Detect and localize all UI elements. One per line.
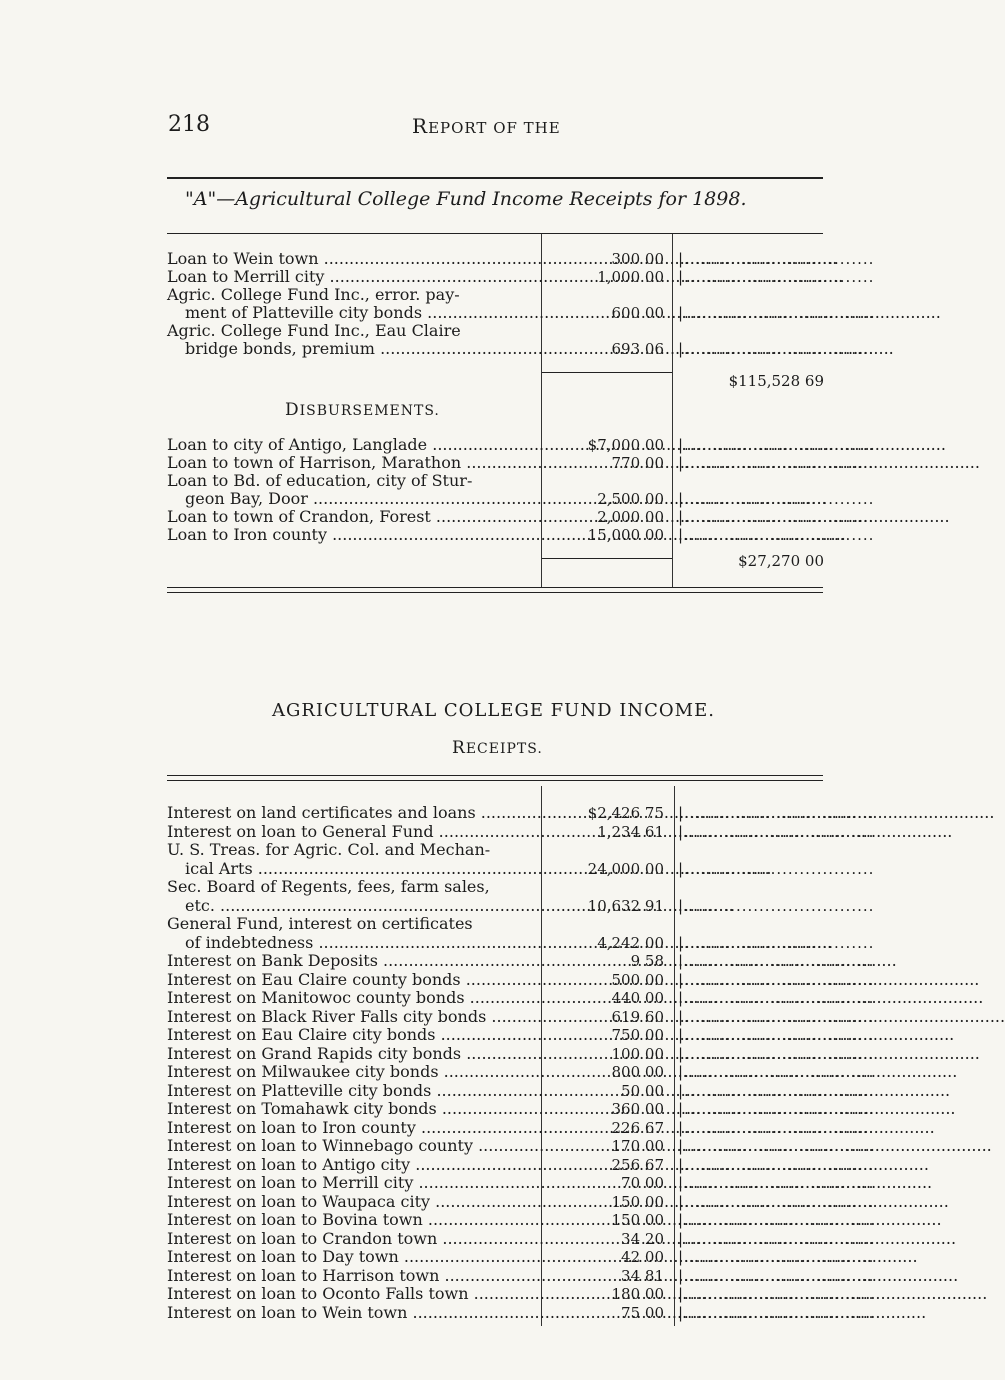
table2-receipt-row-leader: |................................. bbox=[678, 896, 875, 915]
running-head-rest: EPORT OF THE bbox=[428, 119, 561, 137]
table1-receipt-row-amount: 600 00 bbox=[611, 304, 664, 322]
table2-receipt-row-text: Interest on loan to Day town ..... bbox=[167, 1248, 539, 1266]
table2-receipt-row-text: Interest on Grand Rapids city bonds ..... bbox=[167, 1045, 539, 1063]
table2-receipt-row-amount: 256 67 bbox=[611, 1155, 664, 1174]
table2-receipt-row-text: U. S. Treas. for Agric. Col. and Mechan- bbox=[167, 840, 491, 859]
table2-receipt-row-leader: |................................. bbox=[678, 804, 875, 822]
receipts-heading-cap: R bbox=[452, 738, 466, 758]
table2-receipt-row-text: Interest on land certificates and loans ..... bbox=[167, 804, 539, 822]
table2-receipt-row-text: Interest on Manitowoc county bonds ..... bbox=[167, 989, 539, 1007]
table2-receipt-row-text: Interest on loan to Harrison town ..... bbox=[167, 1267, 539, 1285]
table2-receipt-row-text: Interest on loan to Wein town ..... bbox=[167, 1304, 539, 1322]
table2-receipt-row-amount: 10,632 91 bbox=[587, 896, 664, 915]
table1-receipt-row-text: Loan to Merrill city ..... bbox=[167, 268, 539, 286]
receipts-heading-rest: ECEIPTS. bbox=[465, 741, 543, 757]
table2-receipt-row-leader: |................................. bbox=[678, 1007, 875, 1026]
table2-receipt-row-text: Interest on Platteville city bonds ..... bbox=[167, 1082, 539, 1100]
table2-receipt-row-leader: |................................. bbox=[678, 933, 875, 952]
table2-receipt-row-text: Interest on loan to Oconto Falls town ..... bbox=[167, 1285, 539, 1303]
table2-receipt-row-amount: 34 81 bbox=[621, 1266, 664, 1285]
table1-receipt-row-leader: |................................. bbox=[678, 268, 875, 286]
table2-receipt-row-amount: 100 00 bbox=[611, 1044, 664, 1063]
table2-receipt-row-amount: 75 00 bbox=[621, 1303, 664, 1322]
table2-receipt-row-amount: 800 00 bbox=[611, 1063, 664, 1081]
table1-disbursement-row-amount: 2,000 00 bbox=[597, 508, 664, 526]
table2-receipt-row-amount: 70 00 bbox=[621, 1174, 664, 1192]
table2-receipt-row-leader: |................................. bbox=[678, 989, 875, 1007]
table1-disbursement-row-leader: |................................. bbox=[678, 436, 875, 454]
table2-receipt-row-text: Interest on loan to Waupaca city ..... bbox=[167, 1193, 539, 1211]
table2-receipt-row-amount: 619 60 bbox=[611, 1007, 664, 1026]
table2-receipt-row-leader: |................................. bbox=[678, 1100, 875, 1118]
table2-receipt-row-leader: |................................. bbox=[678, 1155, 875, 1174]
table2-top-rule bbox=[167, 775, 823, 776]
table2-receipt-row-text: Interest on Black River Falls city bonds ..... bbox=[167, 1008, 539, 1026]
table1-disbursement-row-amount: 770 00 bbox=[611, 454, 664, 472]
table1-receipt-row-amount: 300 00 bbox=[611, 250, 664, 268]
table2-receipt-row-amount: 9 58 bbox=[630, 952, 664, 970]
section-title: AGRICULTURAL COLLEGE FUND INCOME. bbox=[272, 700, 715, 721]
table2-receipt-row-text: Interest on loan to Iron county ..... bbox=[167, 1119, 539, 1137]
table2-receipt-row-amount: 150 00 bbox=[611, 1211, 664, 1229]
disbursements-heading-rest: ISBURSEMENTS. bbox=[299, 403, 440, 419]
table2-receipt-row-leader: |................................. bbox=[678, 1192, 875, 1211]
running-head-cap: R bbox=[412, 114, 429, 138]
table1-disb-sum-rule bbox=[542, 558, 672, 559]
table2-receipt-row-amount: 170 00 bbox=[611, 1137, 664, 1155]
table2-receipt-row-text: Sec. Board of Regents, fees, farm sales, bbox=[167, 877, 490, 896]
table1-disbursement-row-amount: 15,000 00 bbox=[587, 526, 664, 544]
table2-receipt-row-leader: |................................. bbox=[678, 1303, 875, 1322]
table2-receipt-row-leader: |................................. bbox=[678, 1266, 875, 1285]
table2-receipt-row-amount: 150 00 bbox=[611, 1192, 664, 1211]
table1-disbursement-row-amount: 2,500 00 bbox=[597, 490, 664, 508]
table2-receipt-row-amount: 1,234 61 bbox=[597, 822, 664, 841]
table2-receipt-row-text: Interest on Tomahawk city bonds ..... bbox=[167, 1100, 539, 1118]
table1-receipt-row-text: bridge bonds, premium ..... bbox=[185, 340, 539, 358]
table2-receipt-row-amount: 4,242 00 bbox=[597, 933, 664, 952]
table2-receipt-row-leader: |................................. bbox=[678, 1248, 875, 1266]
table1-bottom-rule bbox=[167, 587, 823, 588]
header-rule bbox=[167, 177, 823, 179]
table2-receipt-row-amount: 50 00 bbox=[621, 1081, 664, 1100]
table1-receipt-row-leader: |................................. bbox=[678, 304, 875, 322]
table1-disbursement-row-text: Loan to town of Harrison, Marathon ..... bbox=[167, 454, 539, 472]
table1-receipt-row-text: ment of Platteville city bonds ..... bbox=[185, 304, 539, 322]
table1-receipt-row-leader: |................................. bbox=[678, 340, 875, 358]
table2-receipt-row-text: Interest on Eau Claire city bonds ..... bbox=[167, 1026, 539, 1044]
table2-receipt-row-amount: 34 20 bbox=[621, 1229, 664, 1248]
table2-receipt-row-text: Interest on loan to Crandon town ..... bbox=[167, 1230, 539, 1248]
table1-receipts-total: $115,528 69 bbox=[728, 372, 824, 390]
table2-receipt-row-amount: 500 00 bbox=[611, 970, 664, 989]
table2-receipt-row-leader: |................................. bbox=[678, 859, 875, 878]
table1-disbursement-row-leader: |................................. bbox=[678, 526, 875, 544]
table2-receipt-row-leader: |................................. bbox=[678, 822, 875, 841]
table1-receipt-row-amount: 1,000 00 bbox=[597, 268, 664, 286]
table1-disbursement-row-amount: $7,000 00 bbox=[587, 436, 664, 454]
table2-receipt-row-leader: |................................. bbox=[678, 1211, 875, 1229]
table2-receipt-row-leader: |................................. bbox=[678, 952, 875, 970]
table2-receipt-row-amount: 226 67 bbox=[611, 1118, 664, 1137]
table1-top-rule bbox=[167, 233, 823, 234]
table2-receipt-row-text: Interest on Bank Deposits ..... bbox=[167, 952, 539, 970]
table2-receipt-row-leader: |................................. bbox=[678, 1026, 875, 1044]
table2-receipt-row-amount: $2,426 75 bbox=[587, 804, 664, 822]
table1-title: "A"—Agricultural College Fund Income Receipts for 1898. bbox=[185, 188, 747, 210]
table2-receipt-row-amount: 440 00 bbox=[611, 989, 664, 1007]
receipts-heading bbox=[452, 738, 543, 758]
running-head bbox=[412, 114, 561, 138]
table1-disbursements-total: $27,270 00 bbox=[738, 552, 824, 570]
table2-receipt-row-text: Interest on loan to Winnebago county ..... bbox=[167, 1137, 539, 1155]
table1-receipts-sum-rule bbox=[542, 372, 672, 373]
table1-receipt-row-text: Agric. College Fund Inc., error. pay- bbox=[167, 285, 460, 304]
table2-receipt-row-text: Interest on loan to Antigo city ..... bbox=[167, 1156, 539, 1174]
table1-bottom-rule-2 bbox=[167, 592, 823, 593]
table1-disbursement-row-leader: |................................. bbox=[678, 454, 875, 472]
table2-receipt-row-leader: |................................. bbox=[678, 970, 875, 989]
table2-receipt-row-text: etc. ..... bbox=[185, 897, 539, 915]
table2-receipt-row-amount: 42 00 bbox=[621, 1248, 664, 1266]
table1-receipt-row-text: Agric. College Fund Inc., Eau Claire bbox=[167, 321, 461, 340]
table1-disbursement-row-leader: |................................. bbox=[678, 508, 875, 526]
table1-disbursement-row-text: Loan to city of Antigo, Langlade ..... bbox=[167, 436, 539, 454]
table2-receipt-row-text: Interest on Eau Claire county bonds ..... bbox=[167, 971, 539, 989]
table2-receipt-row-leader: |................................. bbox=[678, 1229, 875, 1248]
table2-top-rule-2 bbox=[167, 780, 823, 781]
table1-receipt-row-amount: 693 06 bbox=[611, 340, 664, 358]
table1-disbursement-row-leader: |................................. bbox=[678, 490, 875, 508]
table1-receipt-row-text: Loan to Wein town ..... bbox=[167, 250, 539, 268]
table1-disbursement-row-text: Loan to Bd. of education, city of Stur- bbox=[167, 471, 473, 490]
table2-receipt-row-amount: 360 00 bbox=[611, 1100, 664, 1118]
table2-receipt-row-text: ical Arts ..... bbox=[185, 860, 539, 878]
table2-receipt-row-leader: |................................. bbox=[678, 1081, 875, 1100]
page-number: 218 bbox=[168, 112, 210, 137]
disbursements-heading bbox=[285, 400, 440, 420]
table2-receipt-row-leader: |................................. bbox=[678, 1044, 875, 1063]
disbursements-heading-cap: D bbox=[285, 400, 300, 420]
table1-disbursement-row-text: Loan to town of Crandon, Forest ..... bbox=[167, 508, 539, 526]
table2-receipt-row-amount: 24,000 00 bbox=[587, 859, 664, 878]
table2-receipt-row-text: Interest on loan to General Fund ..... bbox=[167, 823, 539, 841]
table2-receipt-row-amount: 750 00 bbox=[611, 1026, 664, 1044]
table1-disbursement-row-text: Loan to Iron county ..... bbox=[167, 526, 539, 544]
table2-receipt-row-text: Interest on loan to Bovina town ..... bbox=[167, 1211, 539, 1229]
table2-receipt-row-leader: |................................. bbox=[678, 1137, 875, 1155]
table1-disbursement-row-text: geon Bay, Door ..... bbox=[185, 490, 539, 508]
table2-receipt-row-text: of indebtedness ..... bbox=[185, 934, 539, 952]
table2-receipt-row-text: Interest on loan to Merrill city ..... bbox=[167, 1174, 539, 1192]
table1-receipt-row-leader: |................................. bbox=[678, 250, 875, 268]
table2-receipt-row-text: Interest on Milwaukee city bonds ..... bbox=[167, 1063, 539, 1081]
table2-receipt-row-leader: |................................. bbox=[678, 1174, 875, 1192]
table2-receipt-row-leader: |................................. bbox=[678, 1063, 875, 1081]
table2-receipt-row-leader: |................................. bbox=[678, 1118, 875, 1137]
table2-receipt-row-amount: 180 00 bbox=[611, 1285, 664, 1303]
table2-receipt-row-leader: |................................. bbox=[678, 1285, 875, 1303]
table2-receipt-row-text: General Fund, interest on certificates bbox=[167, 914, 473, 933]
